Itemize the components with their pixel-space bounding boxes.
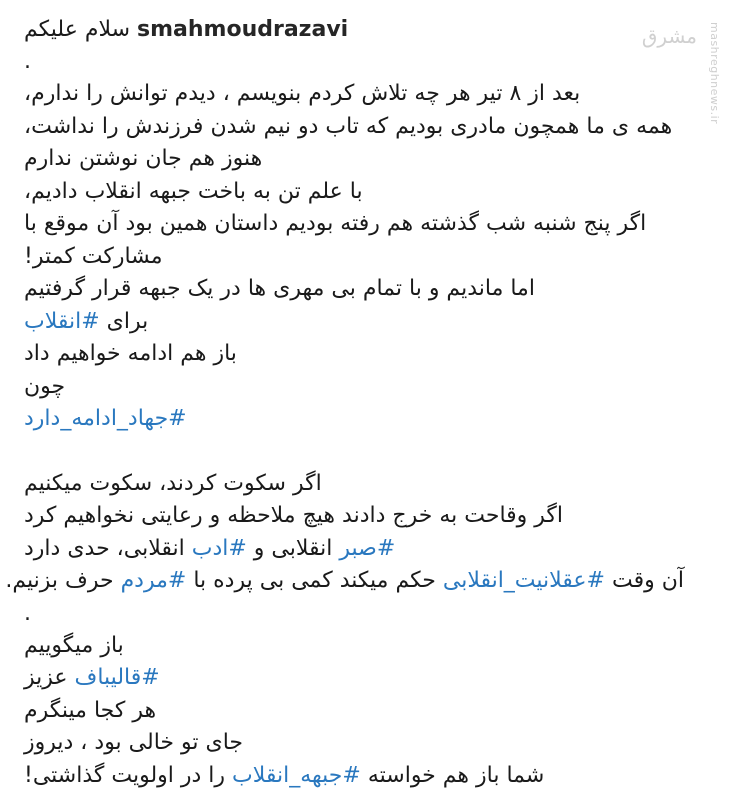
caption-text: را در اولویت گذاشتی!	[24, 762, 233, 788]
hashtag-link[interactable]: #جبهه_انقلاب	[232, 762, 361, 788]
separator-dot: .	[24, 49, 31, 74]
caption-line	[24, 760, 684, 793]
post-actions-hint	[24, 792, 324, 800]
caption-text: برای	[99, 308, 149, 334]
caption-text: اگر وقاحت به خرج دادند هیچ ملاحظه و رعایتی نخواهیم کرد	[24, 503, 563, 528]
blank-line	[24, 436, 684, 468]
hashtag-link[interactable]: #ادب	[191, 535, 247, 561]
caption-line	[24, 371, 684, 404]
caption-line	[24, 662, 684, 695]
hashtag-link[interactable]: #صبر	[339, 535, 396, 561]
caption-text: آن وقت	[605, 568, 684, 593]
caption-text: مشارکت کمتر!	[24, 243, 163, 269]
hashtag-link[interactable]: #انقلاب	[24, 308, 100, 334]
caption-text: همه ی ما همچون مادری بودیم که تاب دو نیم شدن فرزندش را نداشت،	[24, 113, 673, 139]
caption-line	[24, 143, 684, 176]
caption-text: هنوز هم جان نوشتن ندارم	[24, 146, 263, 171]
caption-text: با علم تن به باخت جبهه انقلاب دادیم،	[24, 178, 363, 204]
caption-text: بعد از ۸ تیر هر چه تلاش کردم بنویسم ، دیدم توانش را ندارم،	[24, 81, 581, 106]
caption-line	[24, 468, 684, 501]
caption-text: هر کجا مینگرم	[24, 697, 157, 723]
caption-text: حکم میکند کمی بی پرده با	[186, 568, 443, 593]
caption-line	[24, 727, 684, 760]
caption-line	[24, 273, 684, 306]
hashtag-link[interactable]: #جهاد_ادامه_دارد	[24, 406, 187, 431]
caption-text: شما باز هم خواسته	[360, 762, 545, 788]
caption-line	[24, 500, 684, 533]
instagram-caption	[5, 14, 684, 792]
caption-line	[24, 111, 684, 144]
caption-line	[24, 338, 684, 371]
caption-text: جای تو خالی بود ، دیروز	[24, 730, 244, 755]
watermark-logo: مشرق	[641, 24, 697, 48]
caption-text: چون	[24, 373, 66, 399]
hashtag-link[interactable]: #قالیباف	[74, 665, 160, 690]
caption-line	[24, 630, 684, 663]
caption-line	[24, 533, 684, 566]
hashtag-link[interactable]: #مردم	[120, 568, 187, 593]
caption-text: باز میگوییم	[24, 632, 124, 658]
caption-line	[24, 306, 684, 339]
caption-header	[24, 14, 684, 46]
caption-text: انقلابی و	[246, 535, 340, 561]
caption-line	[24, 403, 684, 436]
caption-line	[24, 208, 684, 241]
caption-text: اگر پنج شنبه شب گذشته هم رفته بودیم داستان همین بود آن موقع با	[24, 211, 647, 236]
greeting-text: سلام علیکم	[24, 17, 131, 42]
separator-dot: .	[24, 600, 31, 626]
caption-line	[24, 176, 684, 209]
caption-text: اما ماندیم و با تمام بی مهری ها در یک جبهه قرار گرفتیم	[24, 276, 535, 301]
caption-line	[24, 695, 684, 728]
caption-text: انقلابی، حدی دارد	[24, 535, 192, 561]
caption-line	[24, 241, 684, 274]
caption-line	[24, 78, 684, 111]
caption-text: اگر سکوت کردند، سکوت میکنیم	[24, 470, 322, 496]
caption-text: حرف بزنیم.	[5, 568, 121, 593]
username-link[interactable]: smahmoudrazavi	[137, 17, 349, 42]
watermark-site: mashreghnews.ir	[708, 22, 721, 125]
caption-body	[5, 46, 684, 792]
hashtag-link[interactable]: #عقلانیت_انقلابی	[442, 568, 605, 593]
caption-text: عزیز	[24, 665, 75, 690]
caption-text: باز هم ادامه خواهیم داد	[24, 341, 237, 366]
caption-line	[5, 565, 684, 598]
